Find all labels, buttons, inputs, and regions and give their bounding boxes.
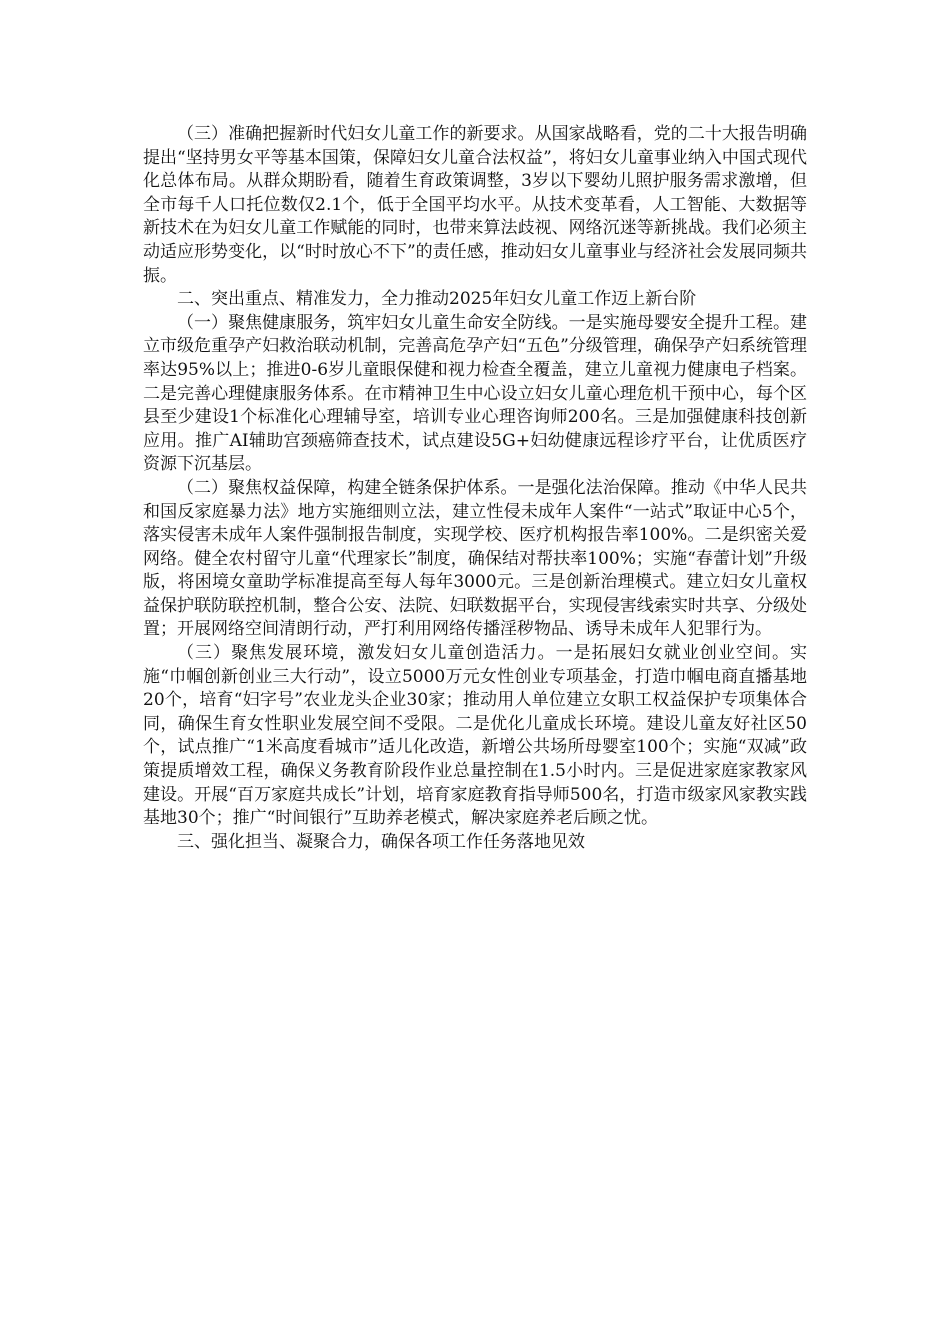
section-heading-2: 二、突出重点、精准发力，全力推动2025年妇女儿童工作迈上新台阶 bbox=[177, 289, 697, 310]
paragraph-rights-protection: （二）聚焦权益保障，构建全链条保护体系。一是强化法治保障。推动《中华人民共和国反家庭暴力法》地方实施细则立法，建立性侵未成年人案件“一站式”取证中心5个，落实侵害未成年人案件强制报告制度，实现学校、医疗机构报告率100%。二是织密关爱网络。健全农村留守儿童“代理家长”制度，确保结对帮扶率100%；实施“春蕾计划”升级版，将困境女童助学标准提高至每人每年3000元。三是创新治理模式。建立妇女儿童权益保护联防联控机制，整合公安、法院、妇联数据平台，实现侵害线索实时共享、分级处置；开展网络空间清朗行动，严打利用网络传播淫秽物品、诱导未成年人犯罪行为。 bbox=[143, 477, 807, 640]
document-body bbox=[143, 123, 807, 854]
paragraph-development-environment: （三）聚焦发展环境，激发妇女儿童创造活力。一是拓展妇女就业创业空间。实施“巾帼创新创业三大行动”，设立5000万元女性创业专项基金，打造巾帼电商直播基地20个，培育“妇字号”农业龙头企业30家；推动用人单位建立女职工权益保护专项集体合同，确保生育女性职业发展空间不受限。二是优化儿童成长环境。建设儿童友好社区50个，试点推广“1米高度看城市”适儿化改造，新增公共场所母婴室100个；实施“双减”政策提质增效工程，确保义务教育阶段作业总量控制在1.5小时内。三是促进家庭家教家风建设。开展“百万家庭共成长”计划，培育家庭教育指导师500名，打造市级家风家教实践基地30个；推广“时间银行”互助养老模式，解决家庭养老后顾之忧。 bbox=[143, 643, 807, 829]
paragraph-requirements: （三）准确把握新时代妇女儿童工作的新要求。从国家战略看，党的二十大报告明确提出“坚持男女平等基本国策，保障妇女儿童合法权益”，将妇女儿童事业纳入中国式现代化总体布局。从群众期盼看，随着生育政策调整，3岁以下婴幼儿照护服务需求激增，但全市每千人口托位数仅2.1个，低于全国平均水平。从技术变革看，人工智能、大数据等新技术在为妇女儿童工作赋能的同时，也带来算法歧视、网络沉迷等新挑战。我们必须主动适应形势变化，以“时时放心不下”的责任感，推动妇女儿童事业与经济社会发展同频共振。 bbox=[143, 124, 807, 286]
section-heading-3: 三、强化担当、凝聚合力，确保各项工作任务落地见效 bbox=[177, 831, 585, 852]
paragraph-health-services: （一）聚焦健康服务，筑牢妇女儿童生命安全防线。一是实施母婴安全提升工程。建立市级危重孕产妇救治联动机制，完善高危孕产妇“五色”分级管理，确保孕产妇系统管理率达95%以上；推进0-6岁儿童眼保健和视力检查全覆盖，建立儿童视力健康电子档案。二是完善心理健康服务体系。在市精神卫生中心设立妇女儿童心理危机干预中心，每个区县至少建设1个标准化心理辅导室，培训专业心理咨询师200名。三是加强健康科技创新应用。推广AI辅助宫颈癌筛查技术，试点建设5G+妇幼健康远程诊疗平台，让优质医疗资源下沉基层。 bbox=[143, 312, 807, 475]
